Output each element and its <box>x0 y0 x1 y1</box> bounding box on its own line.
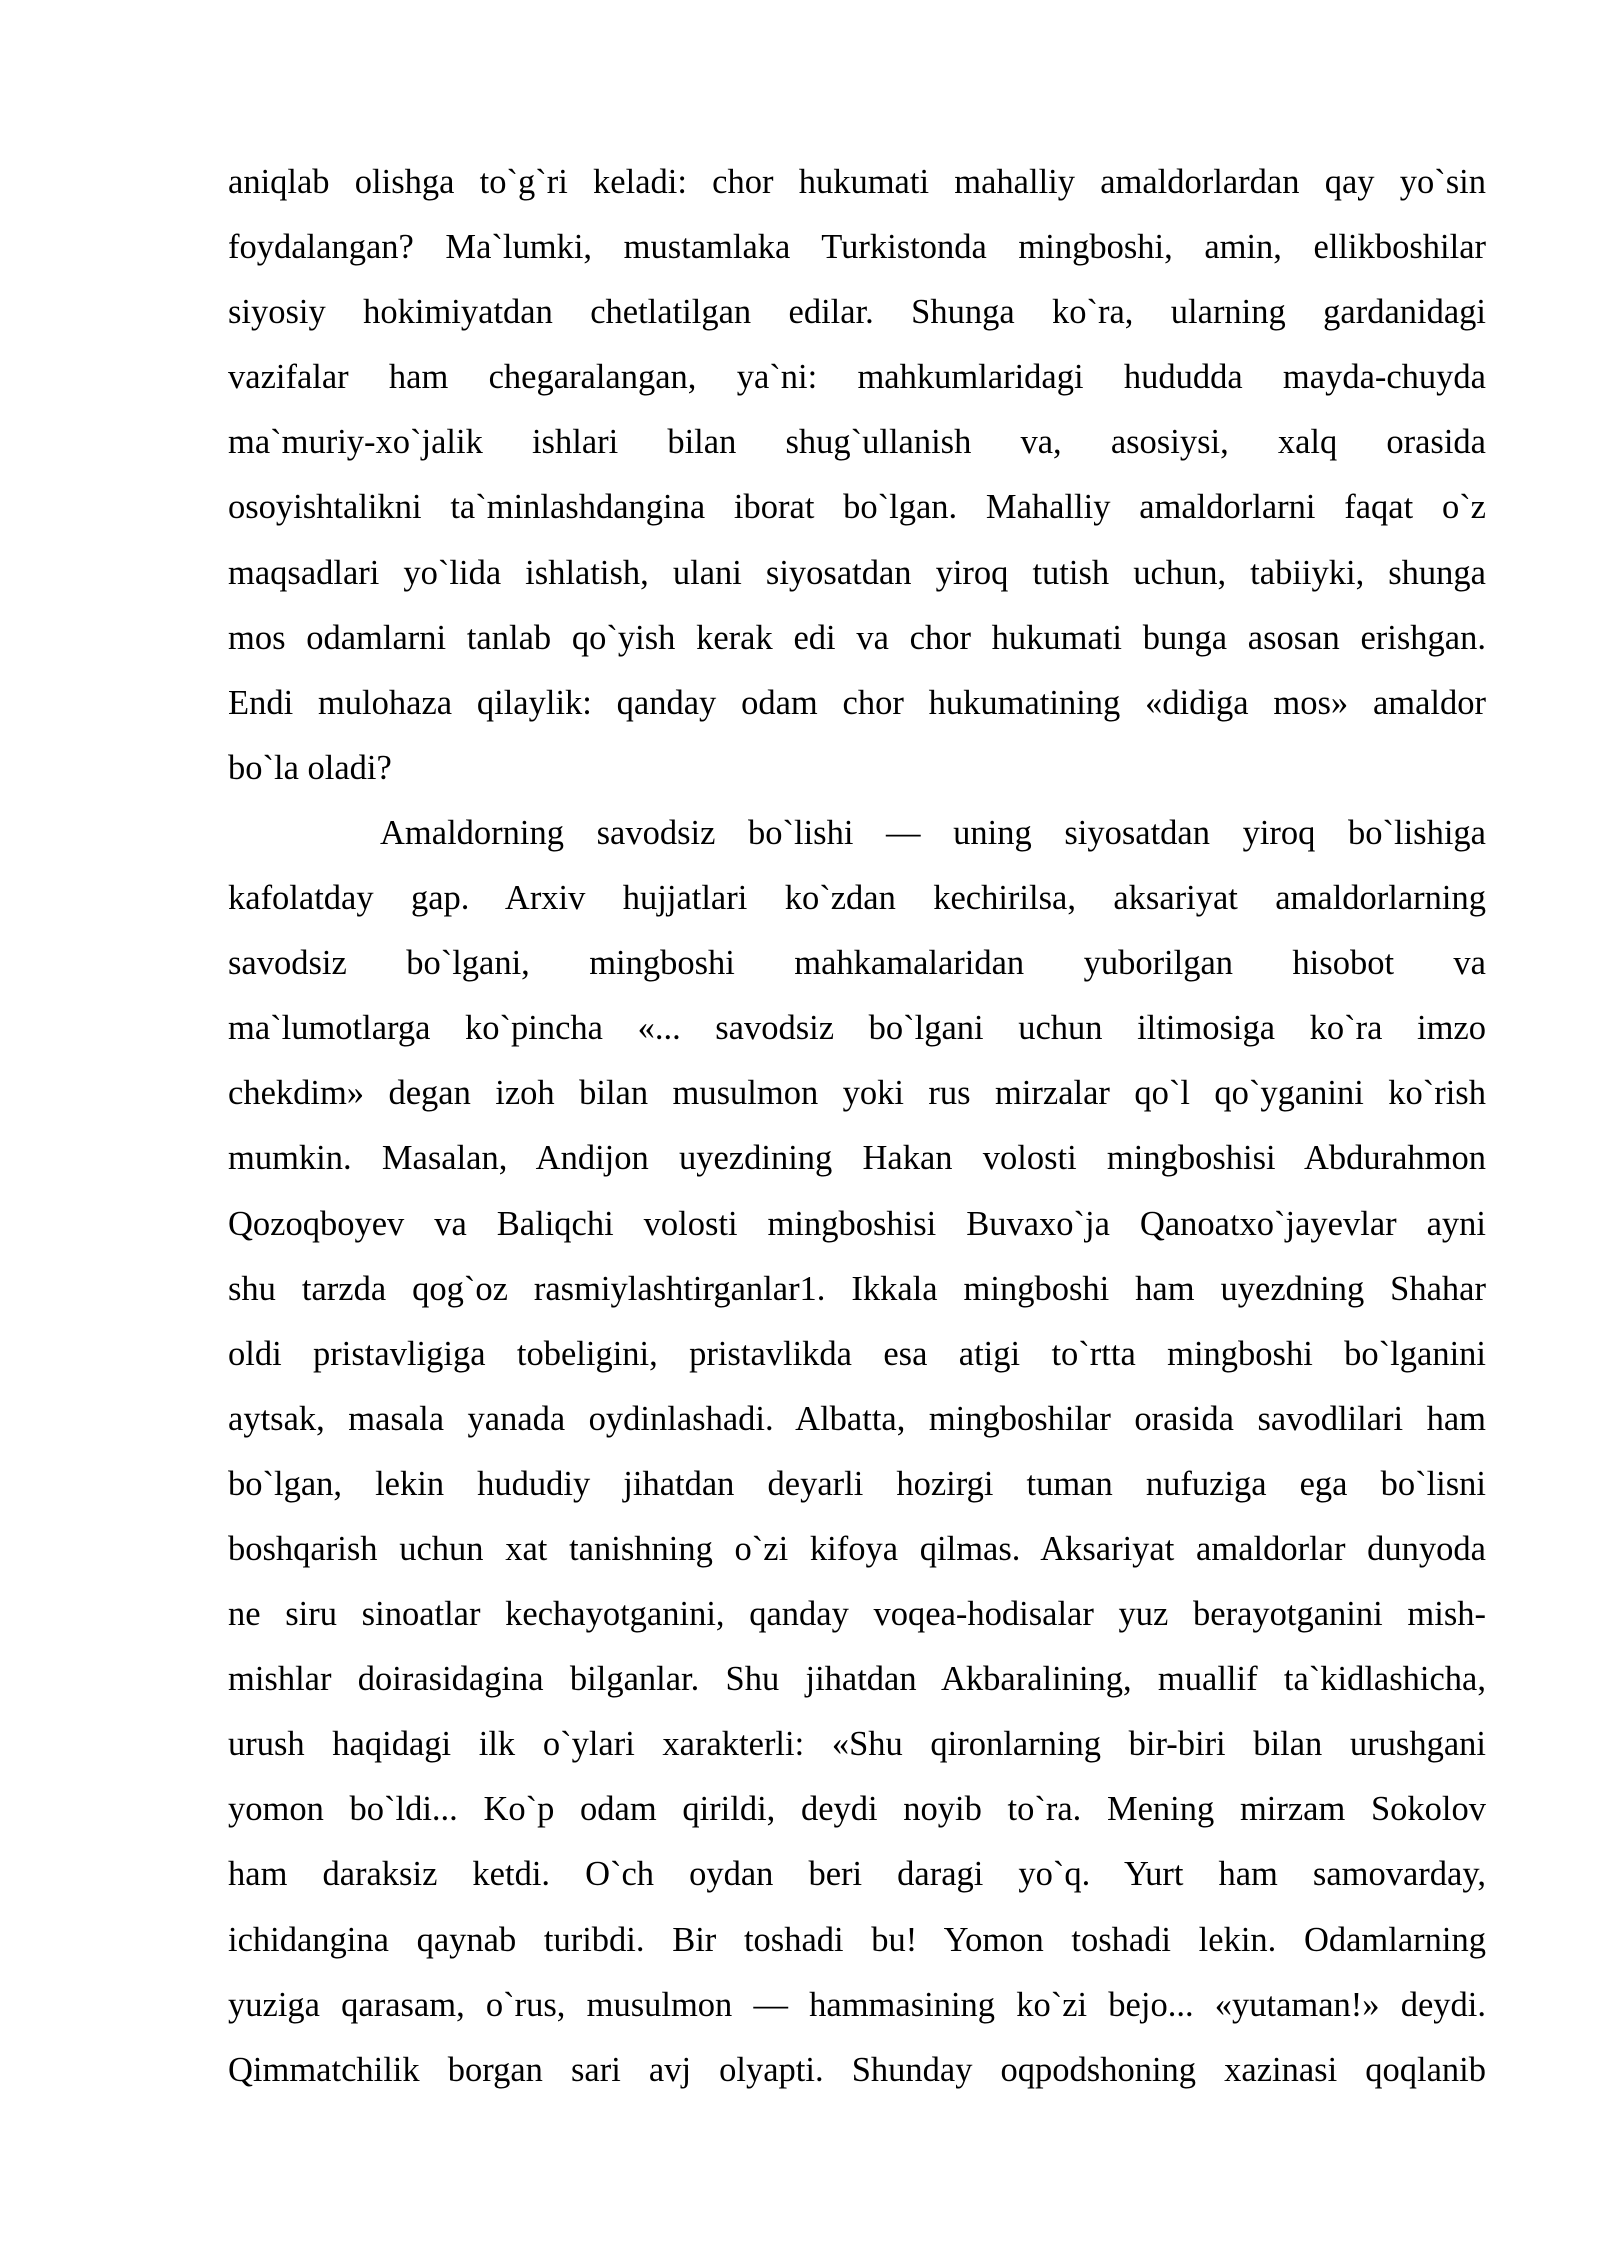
text-line: Qimmatchilik borgan sari avj olyapti. Shunday oqpodshoning xazinasi qoqlanib <box>228 2050 1486 2089</box>
text-line: oldi pristavligiga tobeligini, pristavlikda esa atigi to`rtta mingboshi bo`lganini <box>228 1334 1486 1373</box>
text-line: Endi mulohaza qilaylik: qanday odam chor hukumatining «didiga mos» amaldor <box>228 683 1486 722</box>
text-line: urush haqidagi ilk o`ylari xarakterli: «Shu qironlarning bir-biri bilan urushgani <box>228 1725 1486 1764</box>
text-line: Qozoqboyev va Baliqchi volosti mingboshisi Buvaxo`ja Qanoatxo`jayevlar ayni <box>228 1204 1486 1243</box>
text-line: mishlar doirasidagina bilganlar. Shu jihatdan Akbaralining, muallif ta`kidlashicha, <box>228 1660 1486 1699</box>
text-line: savodsiz bo`lgani, mingboshi mahkamalaridan yuborilgan hisobot va <box>228 944 1486 983</box>
text-line: ne siru sinoatlar kechayotganini, qanday voqea-hodisalar yuz berayotganini mish- <box>228 1595 1486 1634</box>
text-line: ham daraksiz ketdi. O`ch oydan beri daragi yo`q. Yurt ham samovarday, <box>228 1855 1486 1894</box>
text-line: ma`lumotlarga ko`pincha «... savodsiz bo`lgani uchun iltimosiga ko`ra imzo <box>228 1009 1486 1048</box>
text-line: vazifalar ham chegaralangan, ya`ni: mahkumlaridagi hududda mayda-chuyda <box>228 358 1486 397</box>
text-line: foydalangan? Ma`lumki, mustamlaka Turkistonda mingboshi, amin, ellikboshilar <box>228 228 1486 267</box>
text-line: boshqarish uchun xat tanishning o`zi kifoya qilmas. Aksariyat amaldorlar dunyoda <box>228 1529 1486 1568</box>
paragraph-first-line: Amaldorning savodsiz bo`lishi — uning siyosatdan yiroq bo`lishiga <box>380 813 1486 852</box>
text-line: mumkin. Masalan, Andijon uyezdining Hakan volosti mingboshisi Abdurahmon <box>228 1139 1486 1178</box>
text-line: osoyishtalikni ta`minlashdangina iborat bo`lgan. Mahalliy amaldorlarni faqat o`z <box>228 488 1486 527</box>
text-line: ma`muriy-xo`jalik ishlari bilan shug`ullanish va, asosiysi, xalq orasida <box>228 423 1486 462</box>
text-line: chekdim» degan izoh bilan musulmon yoki rus mirzalar qo`l qo`yganini ko`rish <box>228 1074 1486 1113</box>
text-line: bo`lgan, lekin hududiy jihatdan deyarli hozirgi tuman nufuziga ega bo`lisni <box>228 1464 1486 1503</box>
text-line: maqsadlari yo`lida ishlatish, ulani siyosatdan yiroq tutish uchun, tabiiyki, shunga <box>228 553 1486 592</box>
document-page <box>228 150 1486 2103</box>
text-line: mos odamlarni tanlab qo`yish kerak edi va chor hukumati bunga asosan erishgan. <box>228 618 1486 657</box>
text-line: aytsak, masala yanada oydinlashadi. Albatta, mingboshilar orasida savodlilari ham <box>228 1399 1486 1438</box>
paragraph-last-line: bo`la oladi? <box>228 748 392 787</box>
text-line: kafolatday gap. Arxiv hujjatlari ko`zdan kechirilsa, aksariyat amaldorlarning <box>228 879 1486 918</box>
text-line: siyosiy hokimiyatdan chetlatilgan edilar. Shunga ko`ra, ularning gardanidagi <box>228 293 1486 332</box>
text-line: ichidangina qaynab turibdi. Bir toshadi bu! Yomon toshadi lekin. Odamlarning <box>228 1920 1486 1959</box>
text-line: yomon bo`ldi... Ko`p odam qirildi, deydi noyib to`ra. Mening mirzam Sokolov <box>228 1790 1486 1829</box>
text-line: aniqlab olishga to`g`ri keladi: chor hukumati mahalliy amaldorlardan qay yo`sin <box>228 163 1486 201</box>
text-line: shu tarzda qog`oz rasmiylashtirganlar1. Ikkala mingboshi ham uyezdning Shahar <box>228 1269 1486 1308</box>
text-line: yuziga qarasam, o`rus, musulmon — hammasining ko`zi bejo... «yutaman!» deydi. <box>228 1985 1486 2024</box>
